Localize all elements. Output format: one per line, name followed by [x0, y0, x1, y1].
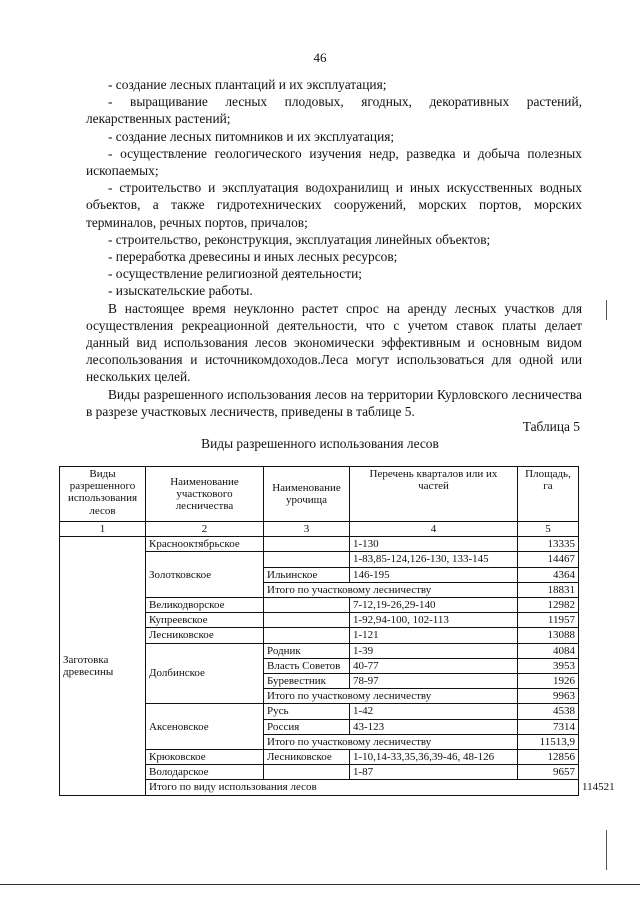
quarters: 1-39	[350, 643, 518, 658]
forestry-name: Аксеновское	[146, 704, 264, 750]
scan-edge-mark	[606, 830, 607, 870]
area: 4084	[518, 643, 579, 658]
quarters: 1-121	[350, 628, 518, 643]
tract-name: Ильинское	[264, 567, 350, 582]
scan-edge-mark	[606, 300, 607, 320]
area: 13335	[518, 537, 579, 552]
forestry-name: Долбинское	[146, 643, 264, 704]
quarters: 1-83,85-124,126-130, 133-145	[350, 552, 518, 567]
subtotal-value: 18831	[518, 582, 579, 597]
quarters: 1-130	[350, 537, 518, 552]
tract-name: Родник	[264, 643, 350, 658]
tract-name	[264, 598, 350, 613]
quarters: 78-97	[350, 674, 518, 689]
column-number: 4	[350, 522, 518, 537]
tract-name	[264, 552, 350, 567]
body-text	[86, 76, 582, 420]
area: 14467	[518, 552, 579, 567]
list-item: - строительство и эксплуатация водохранилищ и иных искусственных водных объектов, а также гидротехнических сооружений, морских портов, морских терминалов, речных портов, причалов;	[86, 180, 582, 230]
area: 9657	[518, 765, 579, 780]
area: 12856	[518, 750, 579, 765]
table-header-row	[60, 467, 579, 522]
subtotal-label: Итого по участковому лесничеству	[264, 689, 518, 704]
list-item: - осуществление религиозной деятельности;	[108, 266, 362, 282]
tract-name: Лесниковское	[264, 750, 350, 765]
quarters: 1-10,14-33,35,36,39-46, 48-126	[350, 750, 518, 765]
table-title: Виды разрешенного использования лесов	[201, 436, 439, 451]
area: 4538	[518, 704, 579, 719]
forestry-name: Володарское	[146, 765, 264, 780]
quarters: 146-195	[350, 567, 518, 582]
quarters: 7-12,19-26,29-140	[350, 598, 518, 613]
tract-name: Россия	[264, 719, 350, 734]
header-cell: Перечень кварталов или их частей	[350, 467, 518, 522]
subtotal-label: Итого по участковому лесничеству	[264, 734, 518, 749]
area: 4364	[518, 567, 579, 582]
header-cell: Наименование участкового лесничества	[146, 467, 264, 522]
tract-name	[264, 537, 350, 552]
header-cell: Наименование урочища	[264, 467, 350, 522]
subtotal-label: Итого по участковому лесничеству	[264, 582, 518, 597]
forestry-name: Лесниковское	[146, 628, 264, 643]
quarters: 43-123	[350, 719, 518, 734]
area: 1926	[518, 674, 579, 689]
area: 7314	[518, 719, 579, 734]
tract-name	[264, 628, 350, 643]
paragraph: В настоящее время неуклонно растет спрос на аренду лесных участков для осуществления рекреационной деятельности, что с учетом ставок платы делает данный вид использования лесов экономически эффективным и основным видом лесопользования и источникомдоходов.Леса могут использоваться для одной или нескольких целей.	[86, 300, 582, 385]
use-type-cell: Заготовка древесины	[60, 537, 146, 795]
area: 3953	[518, 658, 579, 673]
header-cell: Площадь, га	[518, 467, 579, 522]
forestry-name: Краснооктябрьское	[146, 537, 264, 552]
forestry-name: Крюковское	[146, 750, 264, 765]
scan-bottom-line	[0, 884, 640, 885]
tract-name	[264, 613, 350, 628]
column-number: 2	[146, 522, 264, 537]
list-item: - строительство, реконструкция, эксплуатация линейных объектов;	[108, 231, 491, 247]
subtotal-value: 9963	[518, 689, 579, 704]
quarters: 1-92,94-100, 102-113	[350, 613, 518, 628]
tract-name: Власть Советов	[264, 658, 350, 673]
column-number-row	[60, 522, 579, 537]
forestry-name: Золотковское	[146, 552, 264, 598]
quarters: 40-77	[350, 658, 518, 673]
column-number: 1	[60, 522, 146, 537]
list-item: - создание лесных плантаций и их эксплуатация;	[108, 77, 387, 92]
list-item: - осуществление геологического изучения недр, разведка и добыча полезных ископаемых;	[86, 145, 582, 179]
table-row	[60, 537, 579, 552]
list-item: - создание лесных питомников и их эксплуатация;	[108, 128, 395, 144]
area: 12982	[518, 598, 579, 613]
quarters: 1-42	[350, 704, 518, 719]
column-number: 5	[518, 522, 579, 537]
subtotal-value: 11513,9	[518, 734, 579, 749]
list-item: - изыскательские работы.	[108, 283, 253, 299]
area: 13088	[518, 628, 579, 643]
tract-name: Буревестник	[264, 674, 350, 689]
list-item: - выращивание лесных плодовых, ягодных, декоративных растений, лекарственных растений;	[86, 94, 582, 127]
paragraph: Виды разрешенного использования лесов на территории Курловского лесничества в разрезе участковых лесничеств, приведены в таблице 5.	[86, 386, 582, 419]
column-number: 3	[264, 522, 350, 537]
header-cell: Виды разрешенного использования лесов	[60, 467, 146, 522]
list-item: - переработка древесины и иных лесных ресурсов;	[108, 249, 398, 265]
page-number: 46	[313, 50, 327, 65]
tract-name: Русь	[264, 704, 350, 719]
area: 11957	[518, 613, 579, 628]
quarters: 1-87	[350, 765, 518, 780]
forestry-name: Купреевское	[146, 613, 264, 628]
table-label: Таблица 5	[522, 419, 580, 434]
grand-total-label: Итого по виду использования лесов	[146, 780, 579, 795]
tract-name	[264, 765, 350, 780]
table-row-total: Итого по виду использования лесов 114521	[60, 780, 579, 795]
forestry-name: Великодворское	[146, 598, 264, 613]
forest-use-table	[59, 466, 615, 796]
